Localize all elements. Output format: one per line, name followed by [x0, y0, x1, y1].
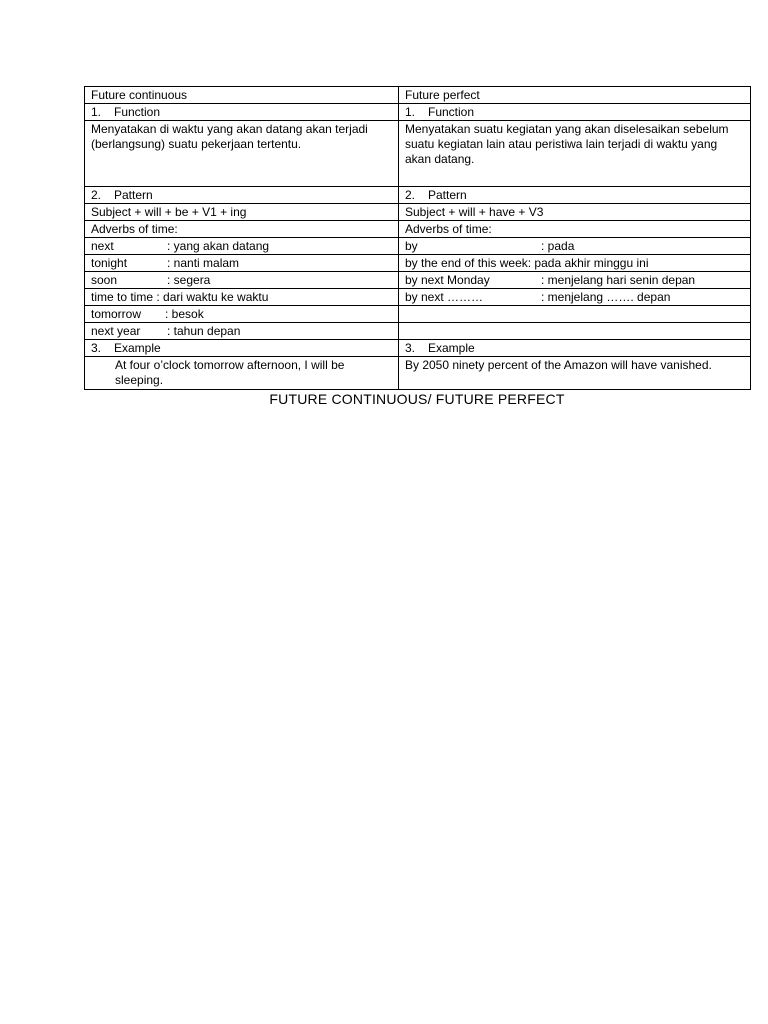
adverb-meaning: : menjelang hari senin depan: [541, 273, 696, 287]
header-row: [85, 87, 751, 104]
example-title-left: [85, 340, 399, 357]
example-title-row: [85, 340, 751, 357]
adverb-right-cell: [399, 289, 751, 306]
function-text-right: Menyatakan suatu kegiatan yang akan diselesaikan sebelum suatu kegiatan lain atau peristiwa lain terjadi di waktu yang akan datang.: [399, 121, 751, 187]
pattern-title-left: [85, 187, 399, 204]
adverb-meaning: : dari waktu ke waktu: [156, 290, 269, 304]
adverb-row: [85, 255, 751, 272]
adverb-right-cell: [399, 272, 751, 289]
example-label-left: Example: [114, 341, 161, 355]
adverb-meaning: : yang akan datang: [167, 239, 270, 253]
adverb-term: by the end of this week: [405, 256, 528, 270]
function-label-left: Function: [114, 105, 161, 119]
example-num-right: 3.: [405, 341, 416, 355]
adverb-meaning: : nanti malam: [167, 256, 240, 270]
adverb-term: by: [405, 239, 418, 253]
example-label-right: Example: [428, 341, 475, 355]
adverb-term: time to time: [91, 290, 154, 304]
example-text-left: At four o’clock tomorrow afternoon, I will be sleeping.: [85, 357, 399, 390]
adverb-term: tonight: [91, 256, 128, 270]
adverbs-title-left: Adverbs of time:: [85, 221, 399, 238]
adverb-left-cell: [85, 272, 399, 289]
adverb-row: [85, 238, 751, 255]
pattern-num-right: 2.: [405, 188, 416, 202]
pattern-text-row: [85, 204, 751, 221]
adverb-right-cell-empty: [399, 323, 751, 340]
adverb-left-cell: [85, 255, 399, 272]
adverb-row: [85, 289, 751, 306]
adverb-right-cell-empty: [399, 306, 751, 323]
adverb-right-cell: [399, 238, 751, 255]
function-num-left: 1.: [91, 105, 102, 119]
function-text-row: [85, 121, 751, 187]
adverb-term: next: [91, 239, 114, 253]
adverb-row: [85, 272, 751, 289]
adverb-meaning: : segera: [167, 273, 211, 287]
function-label-right: Function: [428, 105, 475, 119]
adverb-row: [85, 306, 751, 323]
pattern-label-left: Pattern: [114, 188, 153, 202]
pattern-num-left: 2.: [91, 188, 102, 202]
adverb-left-cell: [85, 323, 399, 340]
example-text-right: By 2050 ninety percent of the Amazon will have vanished.: [399, 357, 751, 390]
adverb-meaning: : besok: [165, 307, 204, 321]
example-text-row: [85, 357, 751, 390]
function-num-right: 1.: [405, 105, 416, 119]
adverbs-title-row: [85, 221, 751, 238]
adverb-row: [85, 323, 751, 340]
pattern-text-right: Subject + will + have + V3: [399, 204, 751, 221]
adverb-term: by next ………: [405, 290, 484, 304]
adverb-left-cell: [85, 289, 399, 306]
pattern-text-left: Subject + will + be + V1 + ing: [85, 204, 399, 221]
header-future-perfect: Future perfect: [399, 87, 751, 104]
page-caption: FUTURE CONTINUOUS/ FUTURE PERFECT: [269, 391, 565, 407]
adverb-left-cell: [85, 306, 399, 323]
pattern-title-row: [85, 187, 751, 204]
adverb-meaning: : pada: [541, 239, 575, 253]
adverbs-title-right: Adverbs of time:: [399, 221, 751, 238]
adverb-term: by next Monday: [405, 273, 490, 287]
function-text-left: Menyatakan di waktu yang akan datang akan terjadi (berlangsung) suatu pekerjaan tertentu.: [85, 121, 399, 187]
function-title-left: [85, 104, 399, 121]
header-future-continuous: Future continuous: [85, 87, 399, 104]
adverb-left-cell: [85, 238, 399, 255]
pattern-title-right: [399, 187, 751, 204]
adverb-meaning: : pada akhir minggu ini: [527, 256, 649, 270]
function-title-right: [399, 104, 751, 121]
function-title-row: [85, 104, 751, 121]
adverb-term: soon: [91, 273, 118, 287]
adverb-term: next year: [91, 324, 141, 338]
adverb-term: tomorrow: [91, 307, 142, 321]
adverb-meaning: : menjelang ……. depan: [541, 290, 671, 304]
adverb-right-cell: [399, 255, 751, 272]
pattern-label-right: Pattern: [428, 188, 467, 202]
tense-comparison-table: [84, 86, 751, 390]
adverb-meaning: : tahun depan: [167, 324, 241, 338]
example-title-right: [399, 340, 751, 357]
example-num-left: 3.: [91, 341, 102, 355]
